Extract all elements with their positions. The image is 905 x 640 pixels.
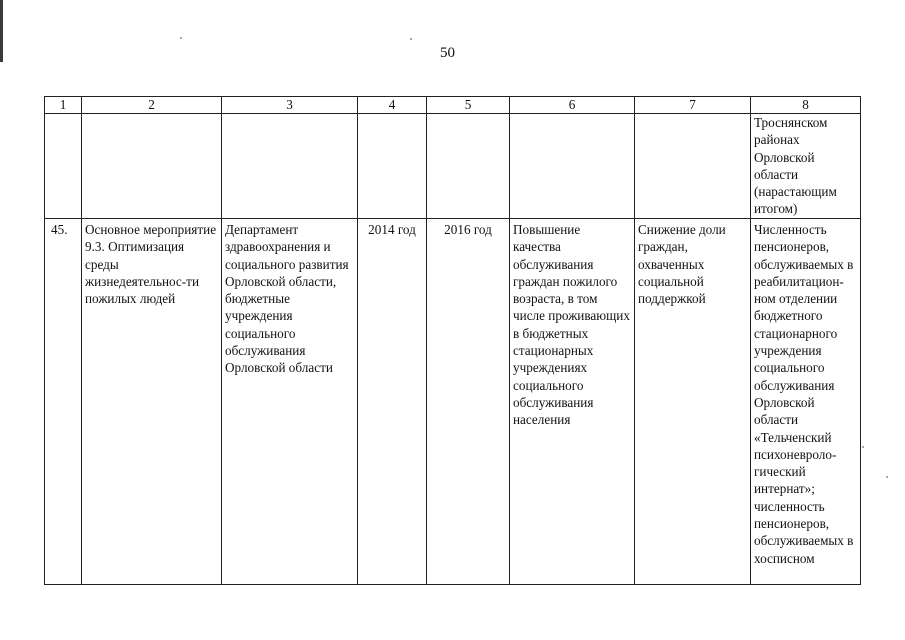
scan-speck xyxy=(180,37,182,39)
executor-text: Департамент здравоохранения и социального развития Орловской области, бюджетные учреждения социального обслуживания Орловской области xyxy=(225,222,349,376)
executor-cell xyxy=(222,219,358,585)
column-header-3: 3 xyxy=(222,97,358,114)
end-year-cell xyxy=(427,219,510,585)
scan-speck xyxy=(862,446,864,448)
column-header-1: 1 xyxy=(45,97,82,114)
empty-cell xyxy=(222,114,358,219)
consequences-text: Снижение доли граждан, охваченных социальной поддержкой xyxy=(638,222,726,307)
column-header-7: 7 xyxy=(635,97,751,114)
column-number-row xyxy=(45,97,861,114)
column-header-4: 4 xyxy=(358,97,427,114)
scan-speck xyxy=(410,38,412,40)
row-number: 45. xyxy=(51,222,68,237)
expected-result-cell xyxy=(510,219,635,585)
end-year-text: 2016 год xyxy=(444,222,492,237)
consequences-cell xyxy=(635,219,751,585)
expected-result-text: Повышение качества обслуживания граждан пожилого возраста, в том числе проживающих в бюджетных стационарных учреждениях социального обслуживания населения xyxy=(513,222,630,428)
start-year-text: 2014 год xyxy=(368,222,416,237)
indicator-cell xyxy=(751,219,861,585)
measure-cell xyxy=(82,219,222,585)
empty-cell xyxy=(358,114,427,219)
empty-cell xyxy=(45,114,82,219)
indicator-continuation-text: Троснянском районах Орловской области (нарастающим итогом) xyxy=(754,115,837,217)
indicator-text: Численность пенсионеров, обслуживаемых в реабилитацион-ном отделении бюджетного стационарного учреждения социального обслуживания Орловской области «Тельченский психоневроло-гический интернат»; численность пенсионеров, обслуживаемых в хосписном xyxy=(754,222,854,566)
page-number: 50 xyxy=(440,45,455,61)
table-row-continuation xyxy=(45,114,861,219)
empty-cell xyxy=(635,114,751,219)
measure-text: Основное мероприятие 9.3. Оптимизация среды жизнедеятельнос-ти пожилых людей xyxy=(85,222,217,307)
column-header-8: 8 xyxy=(751,97,861,114)
scan-edge-mark xyxy=(0,0,3,62)
indicator-continuation-cell xyxy=(751,114,861,219)
table-row-45 xyxy=(45,219,861,585)
program-measures-table xyxy=(44,96,861,585)
column-header-2: 2 xyxy=(82,97,222,114)
empty-cell xyxy=(510,114,635,219)
start-year-cell xyxy=(358,219,427,585)
column-header-6: 6 xyxy=(510,97,635,114)
empty-cell xyxy=(427,114,510,219)
empty-cell xyxy=(82,114,222,219)
scan-speck xyxy=(886,476,888,478)
row-number-cell xyxy=(45,219,82,585)
column-header-5: 5 xyxy=(427,97,510,114)
